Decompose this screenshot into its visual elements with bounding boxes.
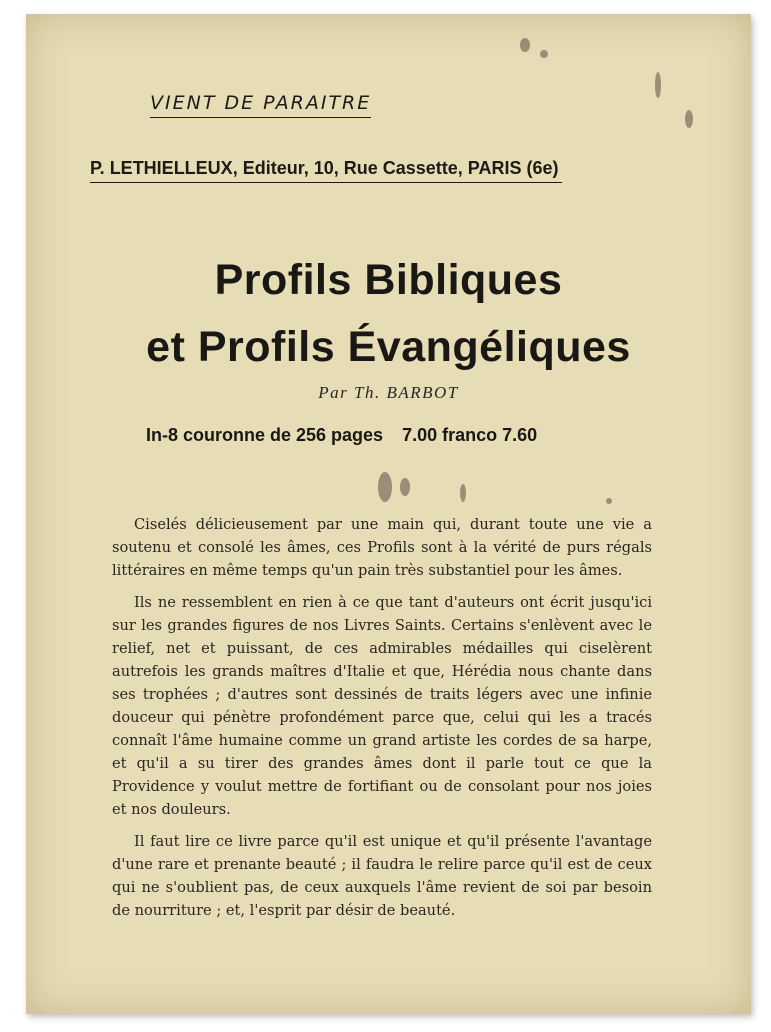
price: 7.00 franco 7.60 [402,425,538,445]
ink-stain [400,478,410,496]
format-line [146,425,537,446]
announcement-heading: VIENT DE PARAITRE [150,92,371,118]
publisher-line: P. LETHIELLEUX, Editeur, 10, Rue Cassette, PARIS (6e) [90,158,562,183]
title-line-1: Profils Bibliques [214,256,563,304]
ink-stain [520,38,530,52]
ink-stain [378,472,392,502]
ink-stain [540,50,548,58]
ink-stain [460,484,466,502]
ink-stain [606,498,612,504]
paragraph: Il faut lire ce livre parce qu'il est unique et qu'il présente l'avantage d'une rare et prenante beauté ; il faudra le relire parce qu'il est de ceux qui ne s'oublient pas, de ceux auxquels l'âme revient de soi par besoin de nourriture ; et, l'esprit par désir de beauté. [112,833,652,919]
paragraph: Ciselés délicieusement par une main qui, durant toute une vie a soutenu et consolé les âmes, ces Profils sont à la vérité de purs régals littéraires en même temps qu'un pain très substantiel pour les âmes. [112,516,652,579]
body-text [112,513,652,931]
title-line-2: et Profils Évangéliques [146,323,631,371]
paragraph: Ils ne ressemblent en rien à ce que tant d'auteurs ont écrit jusqu'ici sur les grandes figures de nos Livres Saints. Certains s'enlèvent avec le relief, net et puissant, de ces admirables médailles qui ciselèrent autrefois les grands maîtres d'Italie et que, Hérédia nous chante dans ses trophées ; d'autres sont dessinés de traits légers avec une infinie douceur qui pénètre profondément parce que, celui qui les a tracés connaît l'âme humaine comme un grand artiste les cordes de sa harpe, et qu'il a su tirer des grandes âmes dont il parle tout ce que la Providence y voulut mettre de fortifiant ou de consolant pour nos joies et nos douleurs. [112,594,652,818]
format-description: In-8 couronne de 256 pages [146,425,384,445]
ink-stain [655,72,661,98]
ink-stain [685,110,693,128]
author-line: Par Th. BARBOT [318,383,459,402]
